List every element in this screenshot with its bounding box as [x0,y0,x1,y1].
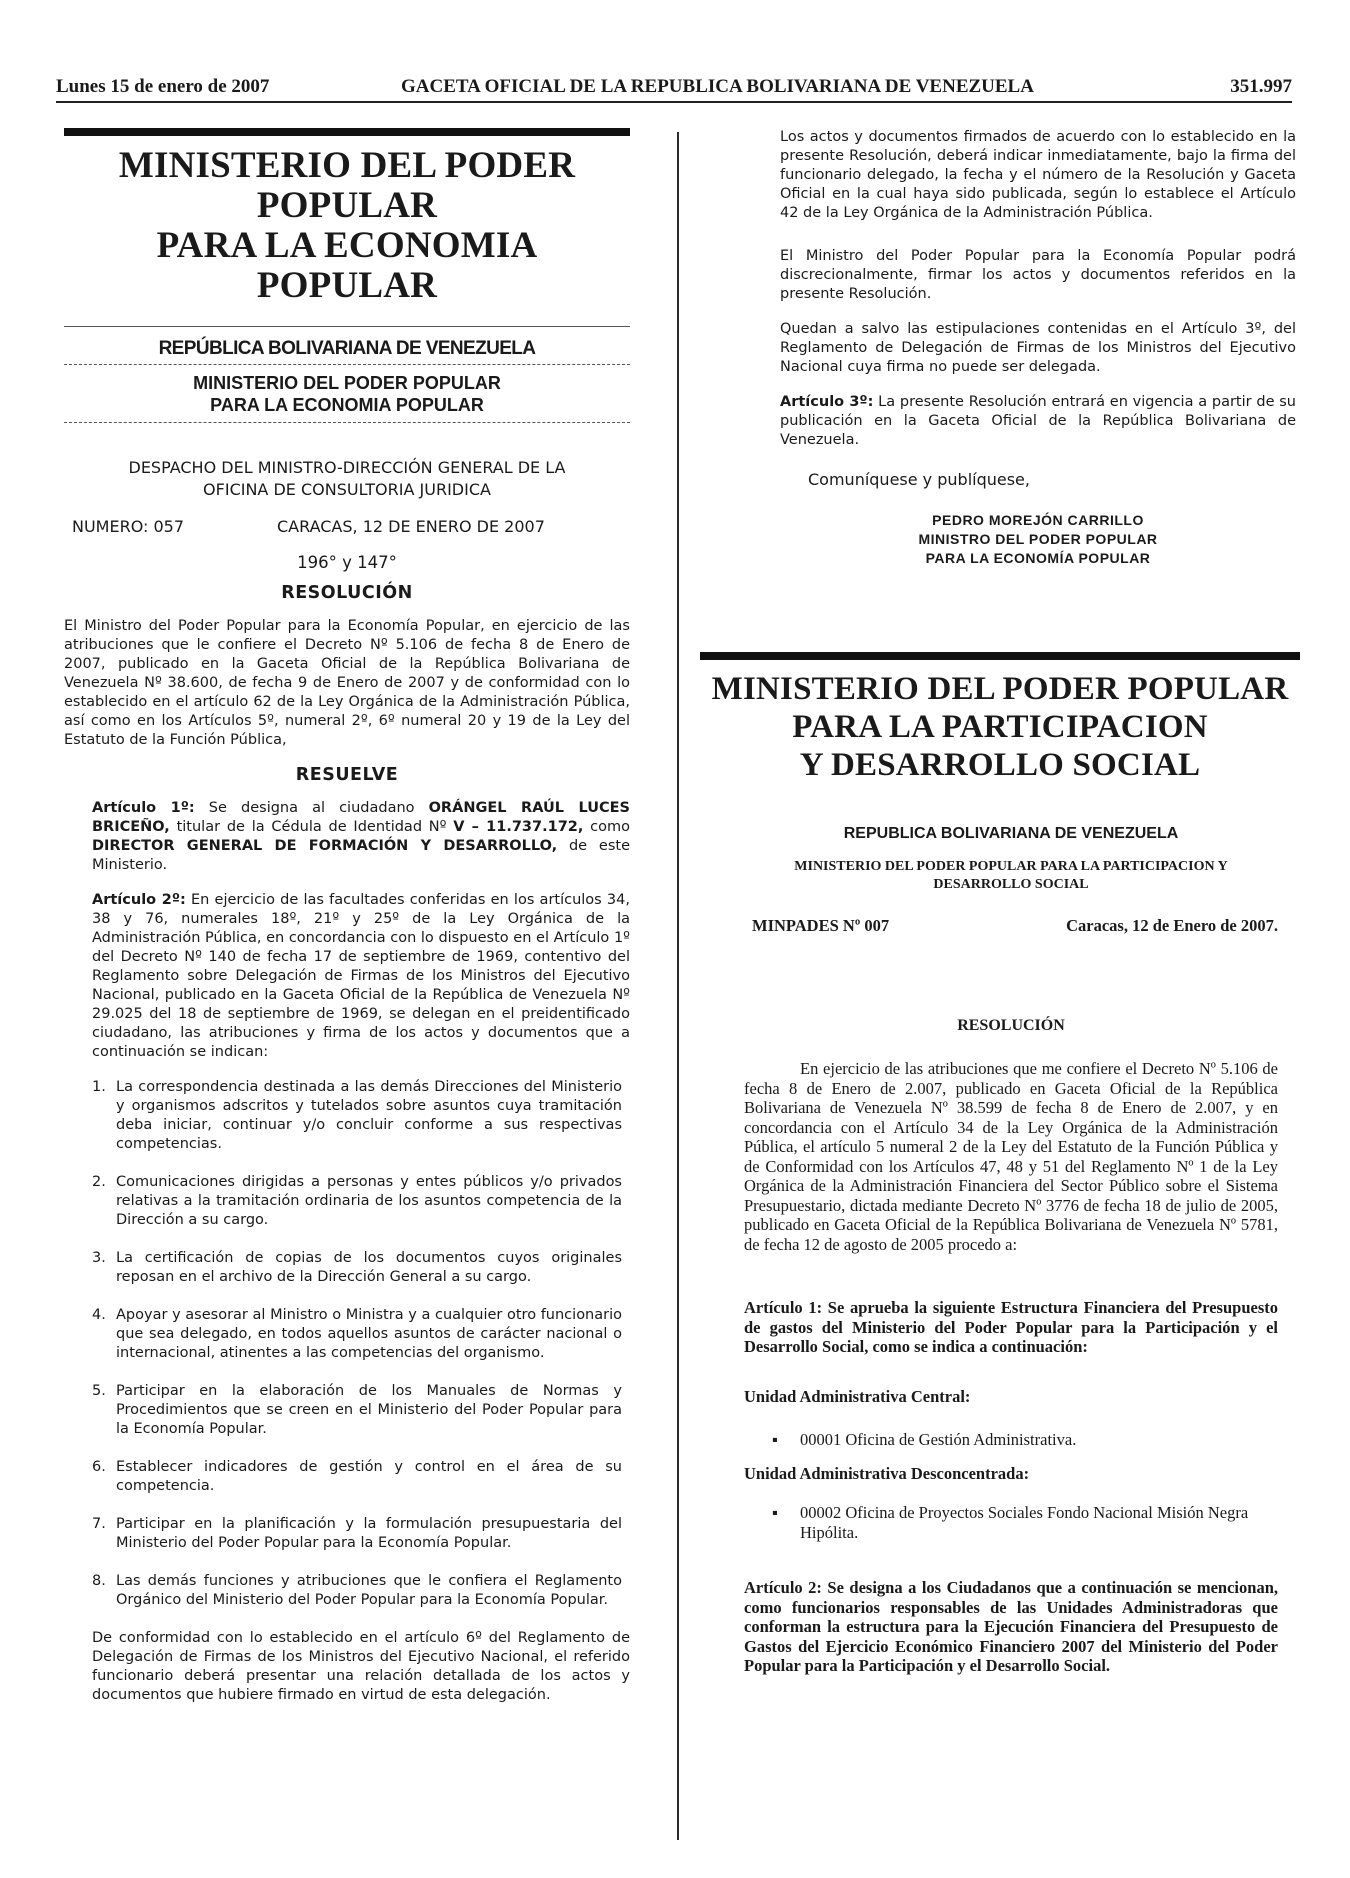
list-item-text: La certificación de copias de los documentos cuyos originales reposan en el archivo de la Dirección General a su cargo. [116,1250,622,1285]
ministry-title [64,146,630,306]
list-item-text: Apoyar y asesorar al Ministro o Ministra y a cualquier otro funcionario que sea delegado, en todos aquellos asuntos de carácter nacional o internacional, atinentes a las competencias del organismo. [116,1307,622,1361]
ministry-title-line1: MINISTERIO DEL PODER POPULAR [118,145,576,226]
comuniquese: Comuníquese y publíquese, [808,470,1030,489]
article-3 [780,393,1296,450]
section-bar [64,128,630,136]
header-page-number: 351.997 [1230,76,1292,97]
header-date: Lunes 15 de enero de 2007 [56,76,270,97]
list-item [64,1306,630,1363]
signatory-name: PEDRO MOREJÓN CARRILLO [932,512,1144,528]
unit-desc-item: ▪ 00002 Oficina de Proyectos Sociales Fondo Nacional Misión Negra Hipólita. [744,1503,1278,1542]
article-r2-text: Se designa a los Ciudadanos que a continuación se mencionan, como funcionarios responsables de las Unidades Administradoras que conforman la estructura para la Ejecución Financiera del Presupuesto de Gastos del Ejercicio Económico Financiero 2007 del Ministerio del Poder Popular para la Participación y el Desarrollo Social. [744,1578,1278,1675]
sub-ministry-heading [64,372,630,416]
delegation-paragraph-1: Los actos y documentos firmados de acuerdo con lo establecido en la presente Resolución, deberá indicar inmediatamente, bajo la firma del funcionario delegado, la fecha y el número de la Resolución y Gaceta Oficial en la cual haya sido publicada, según lo establece el Artículo 42 de la Ley Orgánica de la Administración Pública. [780,129,1296,221]
article-1-post: DIRECTOR GENERAL DE FORMACIÓN Y DESARROLLO, [92,838,558,854]
article-r1-label: Artículo 1: [744,1298,823,1317]
resuelve-heading: RESUELVE [295,765,399,785]
list-item-number: 4. [92,1307,106,1323]
signature-block [780,511,1296,568]
delegation-paragraph-2: El Ministro del Poder Popular para la Economía Popular podrá discrecionalmente, firmar los actos y documentos referidos en la presente Resolución. [780,248,1296,302]
list-item-text: Comunicaciones dirigidas a personas y entes públicos y/o privados relativas a la tramitación ordinaria de los asuntos competencia de la Dirección a su cargo. [116,1174,622,1228]
minpades-number: MINPADES Nº 007 [752,915,890,935]
article-1-name: ORÁNGEL RAÚL LUCES BRICEÑO, [92,800,630,835]
list-item-number: 7. [92,1516,106,1532]
ministry-title-2-line1: MINISTERIO DEL PODER POPULAR [711,671,1289,707]
list-item [64,1458,630,1496]
article-r2 [744,1578,1278,1676]
delegation-list [64,1078,630,1610]
sub-ministry-2-line2: DESARROLLO SOCIAL [933,876,1089,892]
list-item-number: 8. [92,1573,106,1589]
sub-ministry-heading-2 [744,858,1278,894]
signatory-title-line1: MINISTRO DEL PODER POPULAR [918,531,1158,547]
article-1 [64,799,630,875]
header-rule [56,101,1292,103]
sub-ministry-2-line1: MINISTERIO DEL PODER POPULAR PARA LA PARTICIPACION Y [794,858,1228,874]
section-bar [700,652,1300,660]
article-3-text: La presente Resolución entrará en vigencia a partir de su publicación en la Gaceta Oficial de la República Bolivariana de Venezuela. [780,394,1296,448]
article-1-text: Se designa al ciudadano [194,800,429,816]
place-date: CARACAS, 12 DE ENERO DE 2007 [277,517,545,536]
ministry-title-line2: PARA LA ECONOMIA POPULAR [156,225,538,306]
list-item-number: 1. [92,1079,106,1095]
list-item-number: 6. [92,1459,106,1475]
dashed-divider [64,422,630,423]
right-column [780,128,1296,586]
delegation-paragraph-3: Quedan a salvo las estipulaciones contenidas en el Artículo 3º, del Reglamento de Delegación de Firmas de los Ministros del Ejecutivo Nacional cuya firma no puede ser delegada. [780,321,1296,375]
despacho-line2: OFICINA DE CONSULTORIA JURIDICA [203,480,491,499]
unit-central-heading: Unidad Administrativa Central: [744,1386,971,1406]
preamble-2: En ejercicio de las atribuciones que me confiere el Decreto Nº 5.106 de fecha 8 de Enero de 2.007, publicado en Gaceta Oficial de la República Bolivariana de Venezuela Nº 38.599 de fecha 8 de Enero de 2.007, y en concordancia con el Artículo 34 de la Ley Orgánica de la Administración Pública, el artículo 5 numeral 2 de la Ley del Estatuto de la Función Pública y de Conformidad con los Artículos 47, 48 y 51 del Reglamento Nº 1 de la Ley Orgánica de la Administración Financiera del Sector Público sobre el Sistema Presupuestario, dictada mediante Decreto Nº 3776 de fecha 18 de julio de 2005, publicado en Gaceta Oficial de la República Bolivariana de Venezuela Nº 5781, de fecha 12 de agosto de 2005 procedo a: [744,1059,1278,1254]
list-item-number: 3. [92,1250,106,1266]
unit-central-item: ▪ 00001 Oficina de Gestión Administrativa. [744,1430,1278,1450]
resolution-heading-2: RESOLUCIÓN [957,1016,1065,1034]
list-item-text: La correspondencia destinada a las demás Direcciones del Ministerio y organismos adscritos y tutelados sobre asuntos cuya tramitación deba iniciar, continuar y/o concluir conforme a sus respectivas competencias. [116,1079,622,1152]
list-item-number: 2. [92,1174,106,1190]
list-item-text: Participar en la planificación y la formulación presupuestaria del Ministerio del Poder Popular para la Economía Popular. [116,1516,622,1551]
second-resolution [744,808,1278,1676]
preamble: El Ministro del Poder Popular para la Economía Popular, en ejercicio de las atribuciones que le confiere el Decreto Nº 5.106 de fecha 8 de Enero de 2007, publicado en la Gaceta Oficial de la República Bolivariana de Venezuela Nº 38.600, de fecha 9 de Enero de 2007 y de conformidad con lo establecido en el artículo 62 de la Ley Orgánica de la Administración Pública, así como en los Artículos 5º, numeral 2º, 6º numeral 20 y 19 de la Ley del Estatuto de la Función Pública, [64,618,630,748]
article-1-label: Artículo 1º: [92,800,195,816]
list-item-text: Establecer indicadores de gestión y control en el área de su competencia. [116,1459,622,1494]
dashed-divider [64,364,630,365]
minpades-date: Caracas, 12 de Enero de 2007. [1066,915,1278,935]
despacho-heading [64,457,630,501]
republic-heading-2: REPUBLICA BOLIVARIANA DE VENEZUELA [843,825,1179,842]
article-1-text: titular de la Cédula de Identidad Nº [169,819,454,835]
list-item [64,1249,630,1287]
list-item [64,1572,630,1610]
list-item [64,1078,630,1154]
ministry-title-2-line2: PARA LA PARTICIPACION [792,709,1208,745]
article-r2-label: Artículo 2: [744,1578,822,1597]
list-item-text: Participar en la elaboración de los Manuales de Normas y Procedimientos que se creen en el Ministerio del Poder Popular para la Economía Popular. [116,1383,622,1437]
resolution-heading: RESOLUCIÓN [281,583,413,603]
article-2-text: En ejercicio de las facultades conferidas en los artículos 34, 38 y 76, numerales 18º, 21º y 25º de la Ley Orgánica de la Administración Pública, en concordancia con lo dispuesto en el Artículo 1º del Decreto Nº 140 de fecha 17 de septiembre de 1969, contentivo del Reglamento sobre Delegación de Firmas de los Ministros del Ejecutivo Nacional, publicado en la Gaceta Oficial de la República de Venezuela Nº 29.025 del 18 de septiembre de 1969, se delegan en el preidentificado ciudadano, las atribuciones y firma de los actos y documentos que a continuación se indican: [92,892,630,1060]
despacho-line1: DESPACHO DEL MINISTRO-DIRECCIÓN GENERAL DE LA [128,458,566,477]
closing-paragraph: De conformidad con lo establecido en el artículo 6º del Reglamento de Delegación de Firmas de los Ministros del Ejecutivo Nacional, el referido funcionario deberá presentar una relación detallada de los actos y documentos que hubiere firmado en virtud de esta delegación. [92,1630,630,1703]
ministry-title-2 [700,670,1300,784]
column-divider [677,132,679,1840]
sub-ministry-line1: MINISTERIO DEL PODER POPULAR [193,373,501,393]
list-item [64,1382,630,1439]
signatory-title-line2: PARA LA ECONOMÍA POPULAR [925,550,1151,566]
article-r1-text: Se aprueba la siguiente Estructura Financiera del Presupuesto de gastos del Ministerio del Poder Popular para la Participación y el Desarrollo Social, como se indica a continuación: [744,1298,1278,1356]
article-r1 [744,1298,1278,1357]
article-1-text: como [583,819,631,835]
article-2 [64,891,630,1062]
republic-heading: REPÚBLICA BOLIVARIANA DE VENEZUELA [158,338,536,359]
years: 196° y 147° [297,553,397,572]
article-2-label: Artículo 2º: [92,892,186,908]
article-1-text: de este Ministerio. [92,838,630,873]
list-item [64,1515,630,1553]
list-item-number: 5. [92,1383,106,1399]
ministry-title-2-line3: Y DESARROLLO SOCIAL [799,747,1201,783]
unit-desc-heading: Unidad Administrativa Desconcentrada: [744,1463,1030,1483]
second-ministry-section [700,652,1300,784]
resolution-number: NUMERO: 057 [72,517,185,536]
number-date-line [64,517,630,541]
divider [64,326,630,327]
article-1-id: V – 11.737.172, [453,819,584,835]
list-item [64,1173,630,1230]
minpades-line [744,916,1278,940]
article-3-label: Artículo 3º: [780,394,874,410]
header-title: GACETA OFICIAL DE LA REPUBLICA BOLIVARIANA DE VENEZUELA [401,76,1034,97]
left-column [64,128,630,1705]
sub-ministry-line2: PARA LA ECONOMIA POPULAR [210,395,484,415]
list-item-text: Las demás funciones y atribuciones que le confiera el Reglamento Orgánico del Ministerio del Poder Popular para la Economía Popular. [116,1573,622,1608]
